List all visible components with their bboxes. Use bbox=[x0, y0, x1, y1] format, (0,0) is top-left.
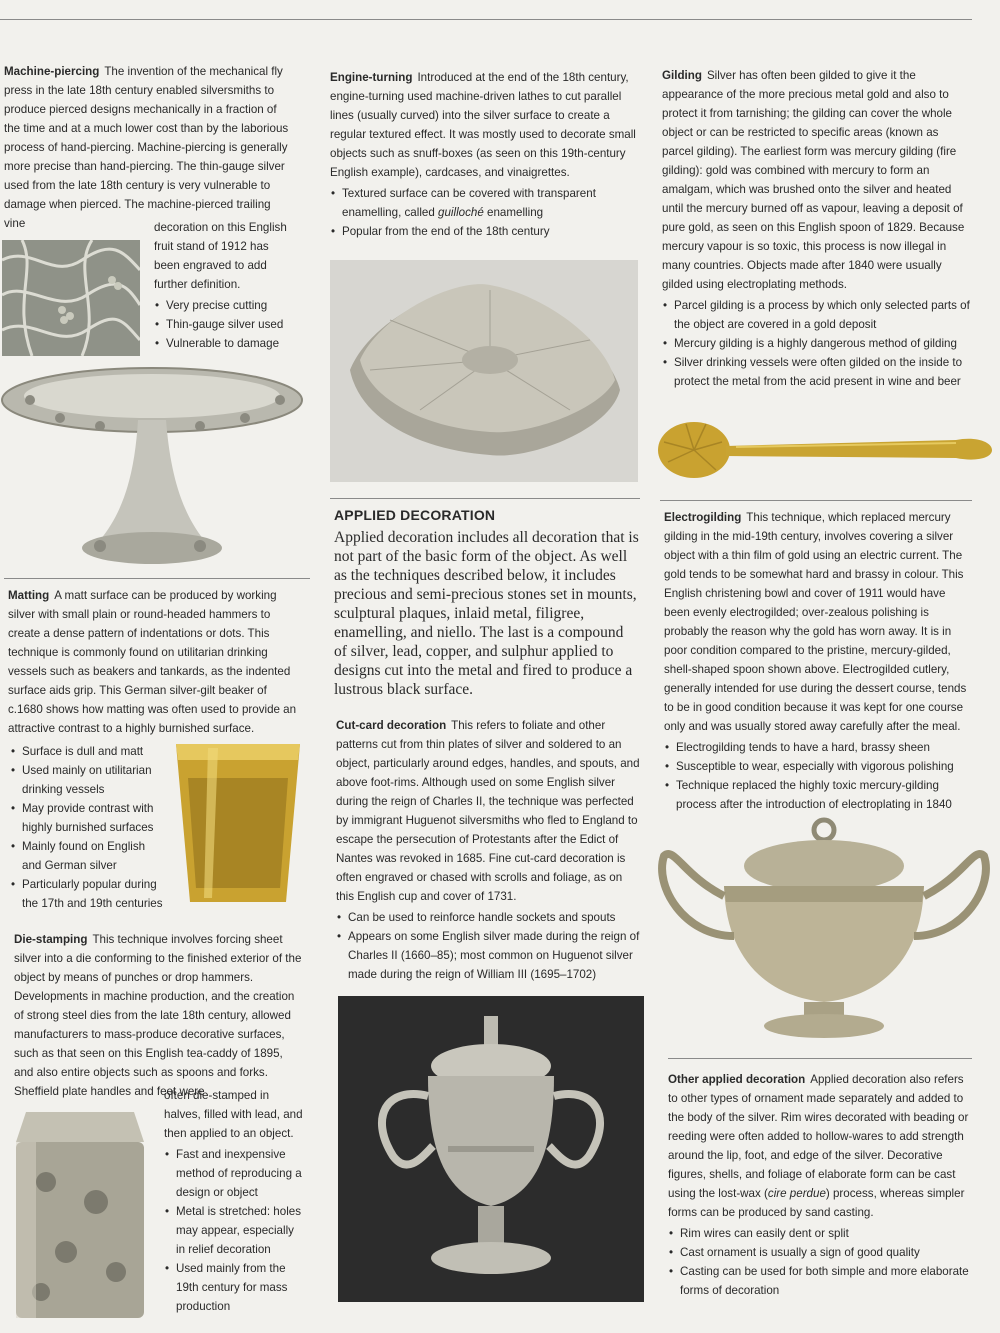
gilding-heading: Gilding bbox=[662, 69, 702, 82]
electrogilding-bullets bbox=[664, 738, 972, 814]
machine-piercing-paragraph bbox=[4, 62, 294, 233]
machine-piercing-aside bbox=[154, 218, 294, 353]
list-item: • Used mainly on utilitarian drinking vessels bbox=[10, 761, 166, 799]
matting-section bbox=[8, 586, 300, 738]
other-applied-paragraph: Other applied decoration Applied decoration also refers to other types of ornament made separately and added to the body of the silver. Rim wires decorated with beading or reeding were often added to hollow-wares to add strength around the lip, foot, and edge of the silver. Decorative figures, shells, and foliage of elaborate form can be cast using the lost-wax (cire perdue) process, whereas simpler forms can be produced by sand casting. bbox=[668, 1073, 969, 1219]
engine-turning-bullets bbox=[330, 184, 640, 241]
list-item: • Very precise cutting bbox=[154, 296, 294, 315]
cut-card-section bbox=[336, 716, 640, 984]
gilding-paragraph bbox=[662, 66, 972, 294]
list-item: • Silver drinking vessels were often gilded on the inside to protect the metal from the acid present in wine and beer bbox=[662, 353, 972, 391]
die-stamping-body: This technique involves forcing sheet silver into a die conforming to the finished exterior of the object by means of punches or drop hammers. Developments in machine production, and the creation of strong steel dies from the late 18th century, allowed manufacturers to mass-produce decorative surfaces, such as that seen on this English tea-caddy of 1895, and also entire objects such as spoons and forks. Sheffield plate handles and feet were bbox=[14, 933, 302, 1098]
rule-electrogilding bbox=[660, 500, 972, 501]
die-stamping-bullets bbox=[164, 1145, 304, 1316]
list-item: • May provide contrast with highly burnished surfaces bbox=[10, 799, 166, 837]
engine-turning-section bbox=[330, 68, 640, 241]
snuff-box-photo bbox=[330, 260, 638, 482]
list-item: • Can be used to reinforce handle sockets and spouts bbox=[336, 908, 640, 927]
cut-card-heading: Cut-card decoration bbox=[336, 719, 447, 732]
die-stamping-aside bbox=[164, 1086, 304, 1316]
matting-bullets-column bbox=[10, 740, 166, 913]
list-item: • Vulnerable to damage bbox=[154, 334, 294, 353]
machine-piercing-section bbox=[4, 62, 294, 233]
list-item: • Surface is dull and matt bbox=[10, 742, 166, 761]
list-item: • Appears on some English silver made during the reign of Charles II (1660–85); most common on Huguenot silver made during the reign of William III (1695–1702) bbox=[336, 927, 640, 984]
matting-paragraph bbox=[8, 586, 300, 738]
list-item: • Used mainly from the 19th century for mass production bbox=[164, 1259, 304, 1316]
rule-matting bbox=[4, 578, 310, 579]
matting-heading: Matting bbox=[8, 589, 50, 602]
die-stamping-section bbox=[14, 930, 304, 1101]
list-item: • Textured surface can be covered with transparent enamelling, called guilloché enamelling bbox=[330, 184, 640, 222]
machine-piercing-body-continued: decoration on this English fruit stand of 1912 has been engraved to add further definition. bbox=[154, 221, 287, 291]
cut-card-body: This refers to foliate and other patterns cut from thin plates of silver and soldered to an object, particularly around edges, handles, and spouts, and above foot-rims. Although used on some English silver during the reign of Charles II, the technique was perfected by immigrant Huguenot silversmiths who fled to England to escape the persecution of Protestants after the Edict of Nantes was revoked in 1685. Fine cut-card decoration is often engraved or chased with scrolls and foliage, as on this English cup and cover of 1731. bbox=[336, 719, 640, 903]
electrogilding-heading: Electrogilding bbox=[664, 511, 742, 524]
top-rule bbox=[0, 19, 972, 20]
machine-piercing-heading: Machine-piercing bbox=[4, 65, 100, 78]
list-item: • Mercury gilding is a highly dangerous method of gilding bbox=[662, 334, 972, 353]
list-item: • Susceptible to wear, especially with vigorous polishing bbox=[664, 757, 972, 776]
cut-card-bullets bbox=[336, 908, 640, 984]
electrogilding-body: This technique, which replaced mercury gilding in the mid-19th century, involves covering a silver object with a thin film of gold using an electric current. The gold tends to be somewhat hard and brassy in colour. This English christening bowl and cover of 1911 would have been evenly electrogilded; over-zealous polishing is probably the reason why the gold has worn away. It is in poor condition compared to the pristine, mercury-gilded, shell-shaped spoon shown above. Electrogilded cutlery, generally intended for use during the dessert course, tends to be in good condition because it was kept for one course only and was usually stored away carefully after the meal. bbox=[664, 511, 967, 733]
list-item: • Cast ornament is usually a sign of good quality bbox=[668, 1243, 972, 1262]
machine-piercing-bullets bbox=[154, 296, 294, 353]
matting-bullets bbox=[10, 742, 166, 913]
matting-body: A matt surface can be produced by working silver with small plain or round-headed hammers to create a dense pattern of indentations or dots. This technique is commonly found on utilitarian drinking vessels such as beakers and tankards, as the indented surface aids grip. This German silver-gilt beaker of c.1680 shows how matting was often used to provide an attractive contrast to a highly burnished surface. bbox=[8, 589, 297, 735]
list-item: • Thin-gauge silver used bbox=[154, 315, 294, 334]
gilding-section bbox=[662, 66, 972, 391]
pierced-vine-detail-photo bbox=[2, 240, 140, 356]
applied-decoration-section bbox=[334, 506, 640, 699]
list-item: • Particularly popular during the 17th and 19th centuries bbox=[10, 875, 166, 913]
engine-turning-body: Introduced at the end of the 18th century, engine-turning used machine-driven lathes to cut parallel lines (usually curved) into the silver surface to create a regular textured effect. It was mostly used to decorate small objects such as snuff-boxes (as seen on this 19th-century English example), cardcases, and vinaigrettes. bbox=[330, 71, 636, 179]
fruit-stand-photo bbox=[0, 360, 306, 572]
gilding-bullets bbox=[662, 296, 972, 391]
applied-decoration-heading: APPLIED DECORATION bbox=[334, 507, 496, 523]
cup-and-cover-photo bbox=[338, 996, 644, 1302]
gilt-spoon-photo bbox=[656, 412, 996, 486]
christening-bowl-photo bbox=[654, 816, 994, 1044]
other-applied-section bbox=[668, 1070, 972, 1300]
list-item: • Parcel gilding is a process by which only selected parts of the object are covered in a gold deposit bbox=[662, 296, 972, 334]
machine-piercing-body: The invention of the mechanical fly press in the late 18th century enabled silversmiths to produce pierced designs mechanically in a fraction of the time and at a much lower cost than by the laborious process of hand-piercing. Machine-piercing is generally more precise than hand-piercing. The thin-gauge silver used from the late 18th century is very vulnerable to damage when pierced. The machine-pierced trailing vine bbox=[4, 65, 289, 230]
tea-caddy-photo bbox=[6, 1102, 154, 1322]
list-item: • Popular from the end of the 18th century bbox=[330, 222, 640, 241]
other-applied-heading: Other applied decoration bbox=[668, 1073, 806, 1086]
rule-applied bbox=[330, 498, 640, 499]
electrogilding-paragraph bbox=[664, 508, 972, 736]
gilt-beaker-photo bbox=[168, 738, 308, 908]
die-stamping-body-continued: often die-stamped in halves, filled with lead, and then applied to an object. bbox=[164, 1089, 303, 1140]
die-stamping-paragraph bbox=[14, 930, 304, 1101]
list-item: • Mainly found on English and German silver bbox=[10, 837, 166, 875]
rule-other-applied bbox=[668, 1058, 972, 1059]
list-item: • Electrogilding tends to have a hard, brassy sheen bbox=[664, 738, 972, 757]
engine-turning-paragraph bbox=[330, 68, 640, 182]
list-item: • Metal is stretched: holes may appear, especially in relief decoration bbox=[164, 1202, 304, 1259]
die-stamping-heading: Die-stamping bbox=[14, 933, 88, 946]
list-item: • Casting can be used for both simple and more elaborate forms of decoration bbox=[668, 1262, 972, 1300]
list-item: • Technique replaced the highly toxic mercury-gilding process after the introduction of electroplating in 1840 bbox=[664, 776, 972, 814]
gilding-body: Silver has often been gilded to give it the appearance of the more precious metal gold and also to protect it from tarnishing; the gilding can cover the whole object or can be restricted to specific areas (known as parcel gilding). The earliest form was mercury gilding (fire gilding): gold was combined with mercury to form an amalgam, which was brushed onto the silver and heated until the mercury burned off as vapour, leaving a deposit of pure gold, as seen on this English spoon of 1829. Because mercury vapour is so toxic, this process is now illegal in many countries. Objects made after 1840 were usually gilded using electroplating methods. bbox=[662, 69, 965, 291]
electrogilding-section bbox=[664, 508, 972, 814]
cut-card-paragraph bbox=[336, 716, 640, 906]
engine-turning-heading: Engine-turning bbox=[330, 71, 413, 84]
applied-decoration-body: Applied decoration includes all decoration that is not part of the basic form of the object. As well as the techniques described below, it includes precious and semi-precious stones set in mounts, sculptural plaques, inlaid metal, filigree, enamelling, and niello. The last is a compound of silver, lead, copper, and sulphur applied to designs cut into the metal and fired to produce a lustrous black surface. bbox=[334, 529, 639, 698]
list-item: • Rim wires can easily dent or split bbox=[668, 1224, 972, 1243]
list-item: • Fast and inexpensive method of reproducing a design or object bbox=[164, 1145, 304, 1202]
other-applied-bullets bbox=[668, 1224, 972, 1300]
